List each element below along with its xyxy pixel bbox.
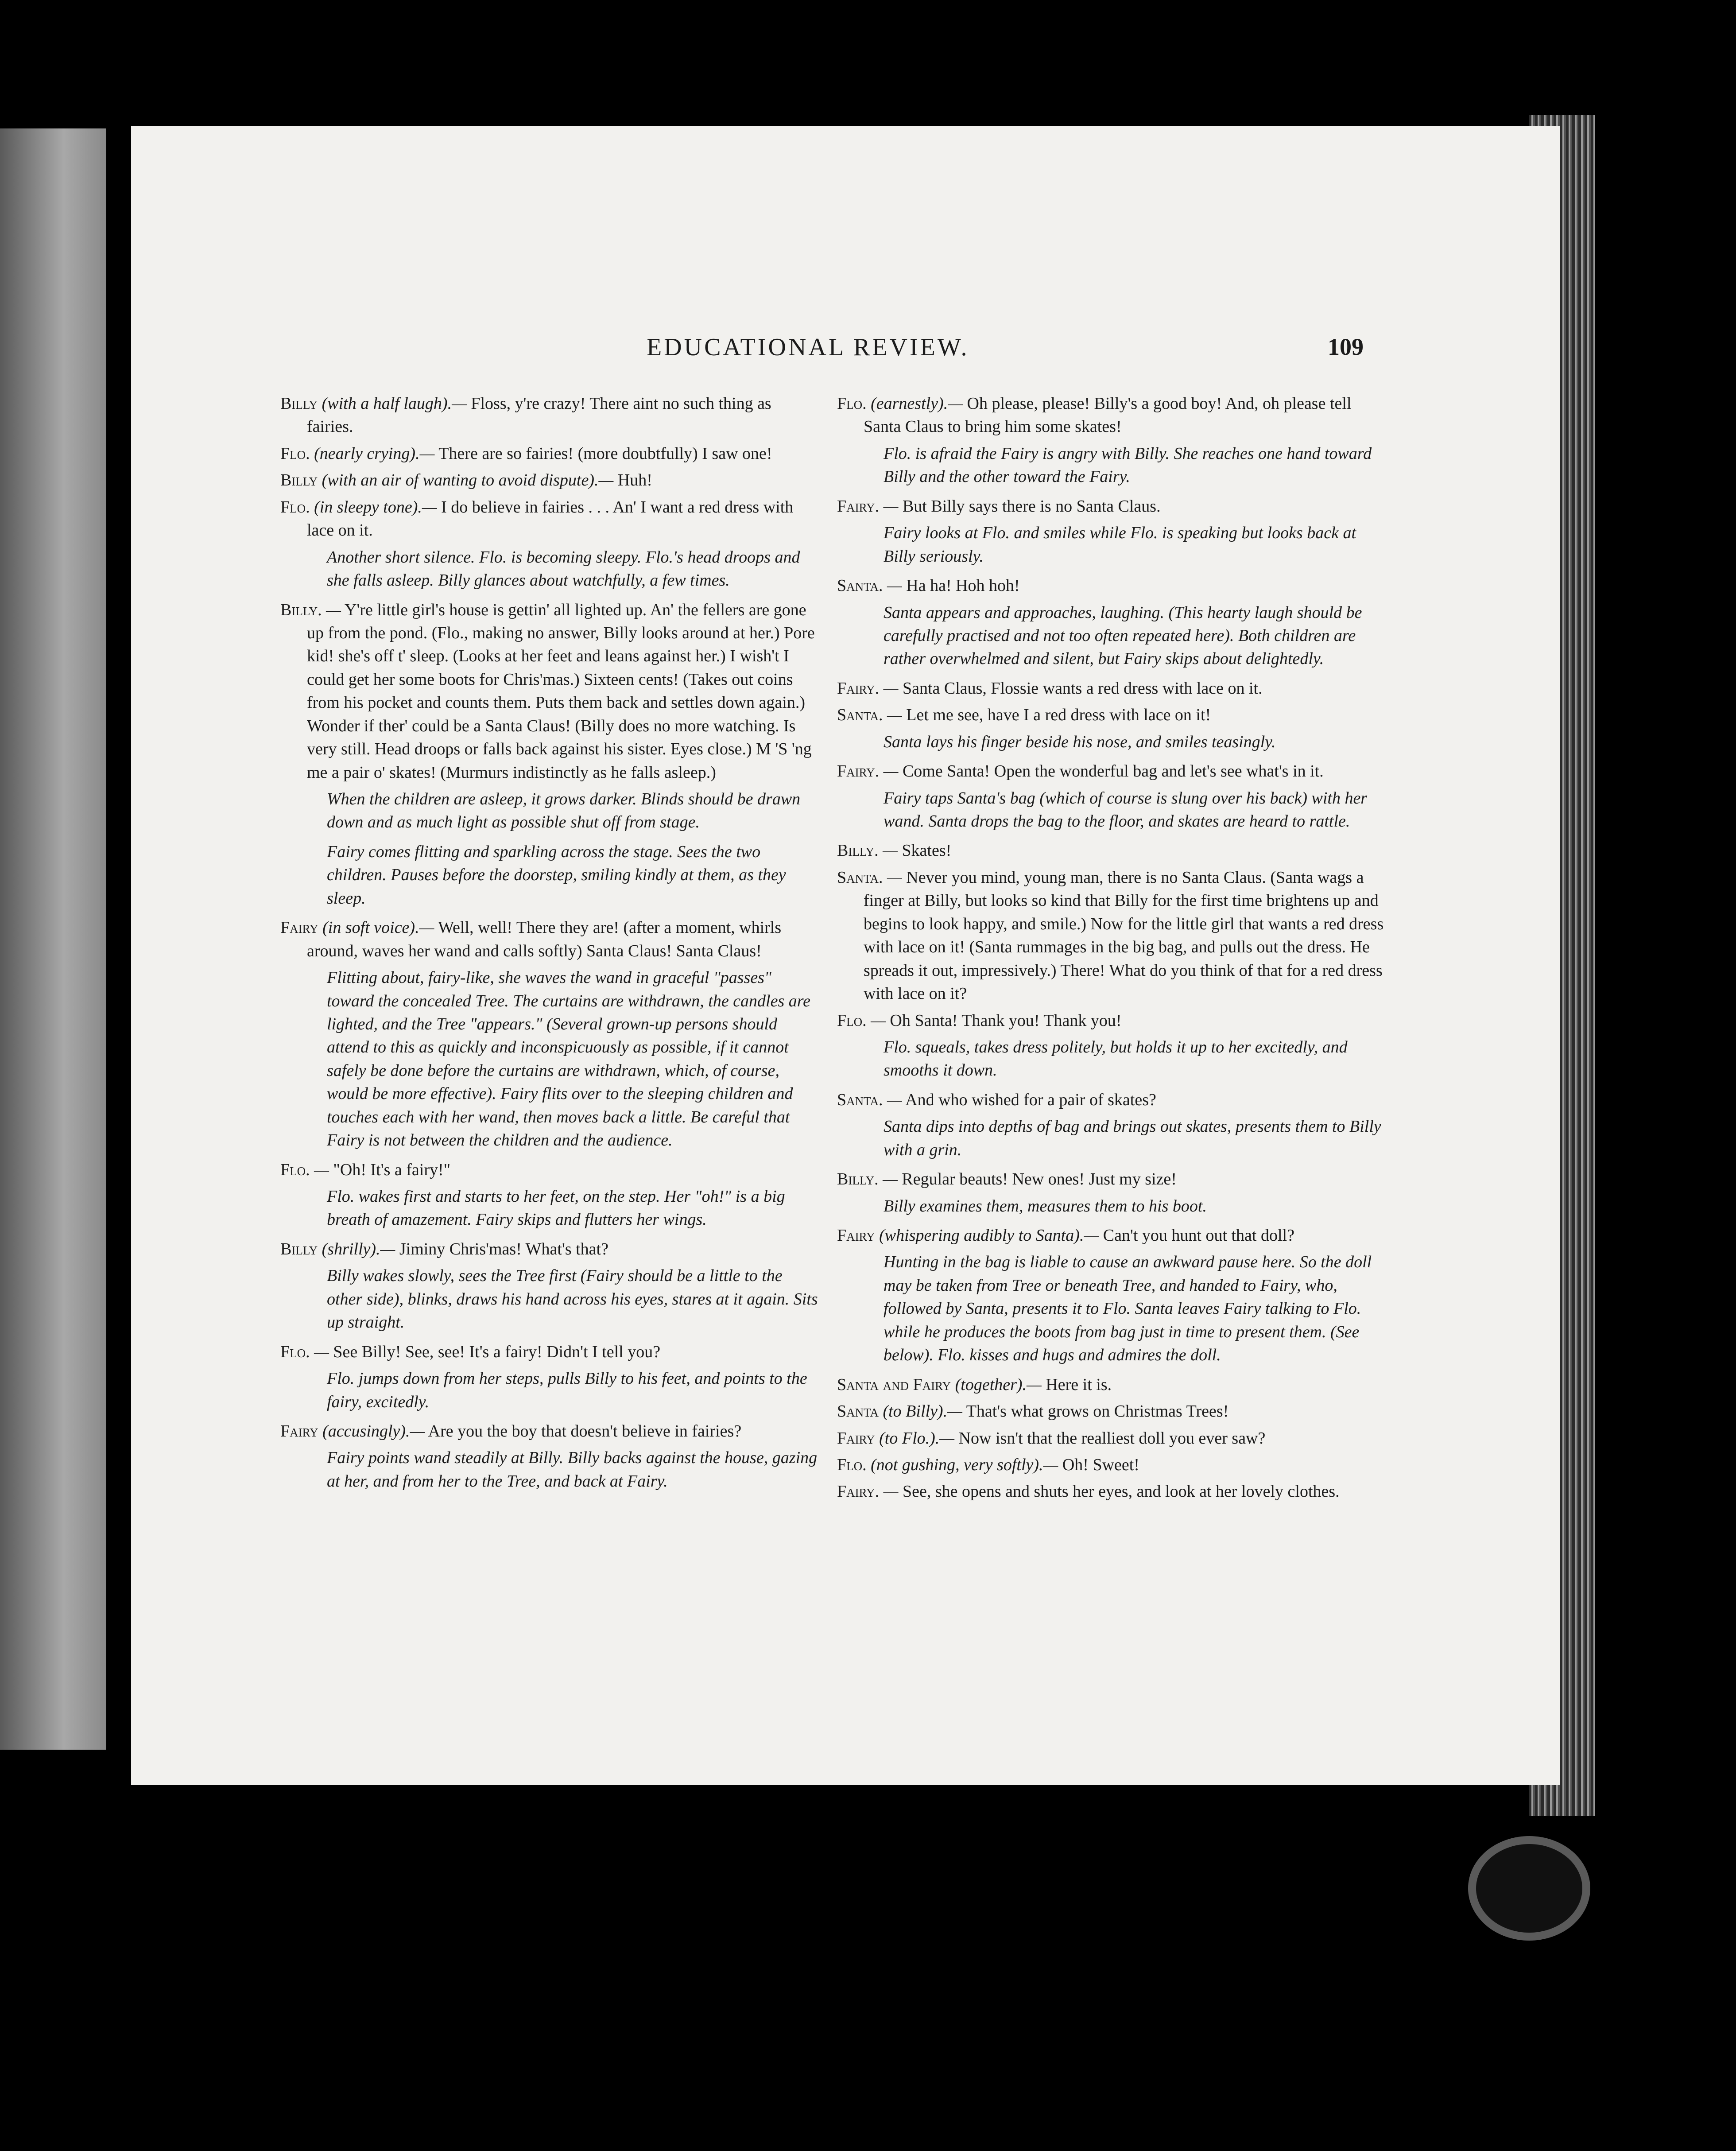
stage-cue: (whispering audibly to Santa).— bbox=[879, 1226, 1099, 1245]
speaker-name: Santa and Fairy bbox=[837, 1375, 951, 1394]
dialogue-line bbox=[837, 495, 1391, 518]
dialogue-line bbox=[837, 1480, 1391, 1503]
dialogue-line bbox=[837, 677, 1391, 700]
speaker-name: Flo. bbox=[280, 1342, 310, 1361]
speaker-name: Fairy. bbox=[837, 762, 880, 781]
speaker-name: Fairy bbox=[837, 1429, 875, 1448]
stage-direction: Fairy points wand steadily at Billy. Billy backs against the house, gazing at her, and from her to the Tree, and back at Fairy. bbox=[327, 1448, 818, 1491]
speaker-name: Flo. bbox=[837, 394, 867, 413]
dialogue-line bbox=[837, 1373, 1391, 1396]
dialogue-text: Oh please, please! Billy's a good boy! And, oh please tell Santa Claus to bring him some skates! bbox=[864, 394, 1352, 436]
speaker-name: Billy. bbox=[837, 841, 879, 860]
scan-thumb-shadow bbox=[1468, 1836, 1590, 1941]
dialogue-line bbox=[837, 760, 1391, 783]
dialogue-line bbox=[837, 1009, 1391, 1032]
dialogue-text: I do believe in fairies . . . An' I want a red dress with lace on it. bbox=[307, 497, 794, 540]
dialogue-line bbox=[837, 839, 1391, 862]
stage-cue: (to Flo.).— bbox=[879, 1429, 955, 1448]
stage-direction: Flo. squeals, takes dress politely, but holds it up to her excitedly, and smooths it down. bbox=[884, 1037, 1348, 1080]
dialogue-line bbox=[280, 916, 818, 963]
dialogue-text: Santa Claus, Flossie wants a red dress with lace on it. bbox=[902, 679, 1263, 698]
dialogue-line bbox=[280, 1340, 818, 1363]
stage-direction: Hunting in the bag is liable to cause an awkward pause here. So the doll may be taken from Tree or beneath Tree, and handed to Fairy, who, followed by Santa, presents it to Flo. Santa leaves Fairy talking to Flo. while he produces the boots from bag just in time to present them. (See below). Flo. kisses and hugs and admires the doll. bbox=[884, 1253, 1372, 1365]
dialogue-line bbox=[280, 496, 818, 542]
dialogue-text: Jiminy Chris'mas! What's that? bbox=[399, 1239, 608, 1258]
dialogue-line bbox=[280, 469, 818, 492]
stage-cue: (earnestly).— bbox=[871, 394, 963, 413]
dialogue-line bbox=[280, 598, 818, 784]
dialogue-line bbox=[837, 1168, 1391, 1191]
dialogue-text: That's what grows on Christmas Trees! bbox=[966, 1402, 1229, 1421]
stage-direction: Billy examines them, measures them to his boot. bbox=[884, 1196, 1207, 1215]
speaker-name: Billy bbox=[280, 394, 318, 413]
stage-cue: (with a half laugh).— bbox=[322, 394, 467, 413]
stage-cue: (accusingly).— bbox=[322, 1421, 425, 1440]
stage-cue: (with an air of wanting to avoid dispute).— bbox=[322, 471, 614, 490]
speaker-name: Santa. bbox=[837, 1090, 883, 1109]
stage-cue: — bbox=[883, 1482, 899, 1501]
dialogue-text: Y're little girl's house is gettin' all lighted up. An' the fellers are gone up from the pond. (Flo., making no answer, Billy looks around at her.) Pore kid! she's off t' sleep. (Looks at her feet and leans against her.) I wish't I could get her some boots for Chris'mas.) Sixteen cents! (Takes out coins from his pocket and counts them. Puts them back and settles down again.) Wonder if ther' could be a Santa Claus! (Billy does no more watching. Is very still. Head droops or falls back against his sister. Eyes close.) M 'S 'ng me a pair o' skates! (Murmurs indistinctly as he falls asleep.) bbox=[307, 600, 815, 782]
stage-cue: — bbox=[883, 1170, 898, 1189]
dialogue-line bbox=[837, 392, 1391, 439]
stage-cue: — bbox=[871, 1011, 886, 1030]
stage-cue: (nearly crying).— bbox=[314, 444, 435, 463]
stage-cue: — bbox=[887, 576, 902, 595]
stage-cue: (shrilly).— bbox=[322, 1239, 395, 1258]
speaker-name: Flo. bbox=[837, 1011, 867, 1030]
dialogue-text: There are so fairies! (more doubtfully) I saw one! bbox=[438, 444, 772, 463]
stage-direction: Fairy taps Santa's bag (which of course is slung over his back) with her wand. Santa drops the bag to the floor, and skates are heard to rattle. bbox=[884, 788, 1368, 831]
stage-direction: Flitting about, fairy-like, she waves the wand in graceful "passes" toward the concealed Tree. The curtains are withdrawn, the candles are lighted, and the Tree "appears." (Several grown-up persons should attend to this as quickly and inconspicuously as possible, if it cannot safely be done before the curtains are withdrawn, which, of course, would be more effective). Fairy flits over to the sleeping children and touches each with her wand, then moves back a little. Be careful that Fairy is not between the children and the audience. bbox=[327, 968, 811, 1150]
left-column bbox=[280, 392, 818, 1499]
page-number: 109 bbox=[1328, 334, 1364, 360]
dialogue-text: Huh! bbox=[617, 471, 652, 490]
dialogue-text: Oh Santa! Thank you! Thank you! bbox=[890, 1011, 1122, 1030]
stage-direction: Santa appears and approaches, laughing. (This hearty laugh should be carefully practised and not too often repeated here). Both children are rather overwhelmed and silent, but Fairy skips about delightedly. bbox=[884, 603, 1362, 668]
stage-cue: — bbox=[883, 679, 899, 698]
dialogue-line bbox=[837, 1224, 1391, 1247]
speaker-name: Billy bbox=[280, 1239, 318, 1258]
stage-direction: When the children are asleep, it grows darker. Blinds should be drawn down and as much light as possible shut off from stage. bbox=[327, 790, 801, 832]
dialogue-text: Let me see, have I a red dress with lace on it! bbox=[906, 706, 1211, 725]
dialogue-text: Well, well! There they are! (after a moment, whirls around, waves her wand and calls softly) Santa Claus! Santa Claus! bbox=[307, 918, 782, 960]
dialogue-text: Skates! bbox=[902, 841, 952, 860]
dialogue-line bbox=[280, 392, 818, 439]
dialogue-line bbox=[837, 1453, 1391, 1476]
running-header: EDUCATIONAL REVIEW. bbox=[647, 334, 969, 361]
stage-direction: Fairy comes flitting and sparkling across the stage. Sees the two children. Pauses before the doorstep, smiling kindly at them, as they sleep. bbox=[327, 842, 786, 908]
speaker-name: Fairy. bbox=[837, 1482, 880, 1501]
stage-direction: Santa lays his finger beside his nose, and smiles teasingly. bbox=[884, 732, 1276, 751]
dialogue-line bbox=[837, 703, 1391, 726]
stage-cue: — bbox=[887, 706, 902, 725]
dialogue-text: Ha ha! Hoh hoh! bbox=[906, 576, 1020, 595]
stage-direction: Flo. jumps down from her steps, pulls Billy to his feet, and points to the fairy, excitedly. bbox=[327, 1369, 807, 1411]
stage-cue: — bbox=[883, 762, 899, 781]
dialogue-line bbox=[280, 1158, 818, 1181]
stage-direction: Another short silence. Flo. is becoming sleepy. Flo.'s head droops and she falls asleep. Billy glances about watchfully, a few times. bbox=[327, 547, 800, 590]
speaker-name: Santa bbox=[837, 1402, 879, 1421]
speaker-name: Billy bbox=[280, 471, 318, 490]
dialogue-text: Never you mind, young man, there is no Santa Claus. (Santa wags a finger at Billy, but looks so kind that Billy for the first time brightens up and begins to look happy, and smile.) Now for the little girl that wants a red dress with lace on it! (Santa rummages in the big bag, and pulls out the dress. He spreads it out, impressively.) There! What do you think of that for a red dress with lace on it? bbox=[864, 868, 1384, 1003]
dialogue-line bbox=[280, 1238, 818, 1261]
stage-cue: — bbox=[326, 600, 341, 619]
dialogue-line bbox=[837, 1427, 1391, 1450]
stage-cue: (in sleepy tone).— bbox=[314, 497, 437, 516]
speaker-name: Fairy. bbox=[837, 679, 880, 698]
adjacent-page-edge bbox=[0, 128, 106, 1750]
dialogue-text: Come Santa! Open the wonderful bag and let's see what's in it. bbox=[902, 762, 1324, 781]
speaker-name: Fairy bbox=[837, 1226, 875, 1245]
dialogue-line bbox=[837, 574, 1391, 597]
speaker-name: Fairy. bbox=[837, 497, 880, 516]
speaker-name: Fairy bbox=[280, 1421, 318, 1440]
dialogue-text: And who wished for a pair of skates? bbox=[905, 1090, 1156, 1109]
stage-cue: — bbox=[314, 1160, 329, 1179]
dialogue-line bbox=[837, 1400, 1391, 1423]
stage-cue: (to Billy).— bbox=[883, 1402, 962, 1421]
dialogue-line bbox=[280, 1420, 818, 1443]
stage-direction: Santa dips into depths of bag and brings out skates, presents them to Billy with a grin. bbox=[884, 1117, 1381, 1159]
stage-cue: — bbox=[887, 868, 902, 887]
dialogue-text: Now isn't that the realliest doll you ever saw? bbox=[958, 1429, 1266, 1448]
right-column bbox=[837, 392, 1391, 1507]
stage-cue: — bbox=[883, 841, 898, 860]
stage-cue: — bbox=[883, 497, 899, 516]
dialogue-text: Are you the boy that doesn't believe in fairies? bbox=[428, 1421, 742, 1440]
stage-cue: — bbox=[887, 1090, 902, 1109]
speaker-name: Flo. bbox=[837, 1455, 867, 1474]
stage-cue: — bbox=[314, 1342, 329, 1361]
stage-cue: (in soft voice).— bbox=[322, 918, 434, 937]
dialogue-text: But Billy says there is no Santa Claus. bbox=[902, 497, 1161, 516]
stage-direction: Flo. is afraid the Fairy is angry with Billy. She reaches one hand toward Billy and the other toward the Fairy. bbox=[884, 444, 1372, 486]
dialogue-text: Can't you hunt out that doll? bbox=[1103, 1226, 1294, 1245]
speaker-name: Santa. bbox=[837, 576, 883, 595]
dialogue-line bbox=[837, 866, 1391, 1006]
stage-direction: Flo. wakes first and starts to her feet, on the step. Her "oh!" is a big breath of amazement. Fairy skips and flutters her wings. bbox=[327, 1187, 785, 1229]
dialogue-text: Oh! Sweet! bbox=[1062, 1455, 1139, 1474]
dialogue-text: Floss, y're crazy! There aint no such thing as fairies. bbox=[307, 394, 771, 436]
speaker-name: Flo. bbox=[280, 444, 310, 463]
speaker-name: Santa. bbox=[837, 706, 883, 725]
speaker-name: Fairy bbox=[280, 918, 318, 937]
dialogue-text: See, she opens and shuts her eyes, and look at her lovely clothes. bbox=[902, 1482, 1340, 1501]
dialogue-text: Regular beauts! New ones! Just my size! bbox=[902, 1170, 1177, 1189]
speaker-name: Flo. bbox=[280, 1160, 310, 1179]
dialogue-text: See Billy! See, see! It's a fairy! Didn't I tell you? bbox=[333, 1342, 661, 1361]
stage-direction: Billy wakes slowly, sees the Tree first (Fairy should be a little to the other side), blinks, draws his hand across his eyes, stares at it again. Sits up straight. bbox=[327, 1266, 818, 1332]
speaker-name: Flo. bbox=[280, 497, 310, 516]
stage-cue: (not gushing, very softly).— bbox=[871, 1455, 1058, 1474]
dialogue-line bbox=[280, 442, 818, 465]
speaker-name: Santa. bbox=[837, 868, 883, 887]
stage-direction: Fairy looks at Flo. and smiles while Flo. is speaking but looks back at Billy seriously. bbox=[884, 524, 1356, 566]
dialogue-text: "Oh! It's a fairy!" bbox=[333, 1160, 451, 1179]
speaker-name: Billy. bbox=[280, 600, 322, 619]
speaker-name: Billy. bbox=[837, 1170, 879, 1189]
dialogue-line bbox=[837, 1088, 1391, 1111]
dialogue-text: Here it is. bbox=[1046, 1375, 1112, 1394]
stage-cue: (together).— bbox=[955, 1375, 1042, 1394]
